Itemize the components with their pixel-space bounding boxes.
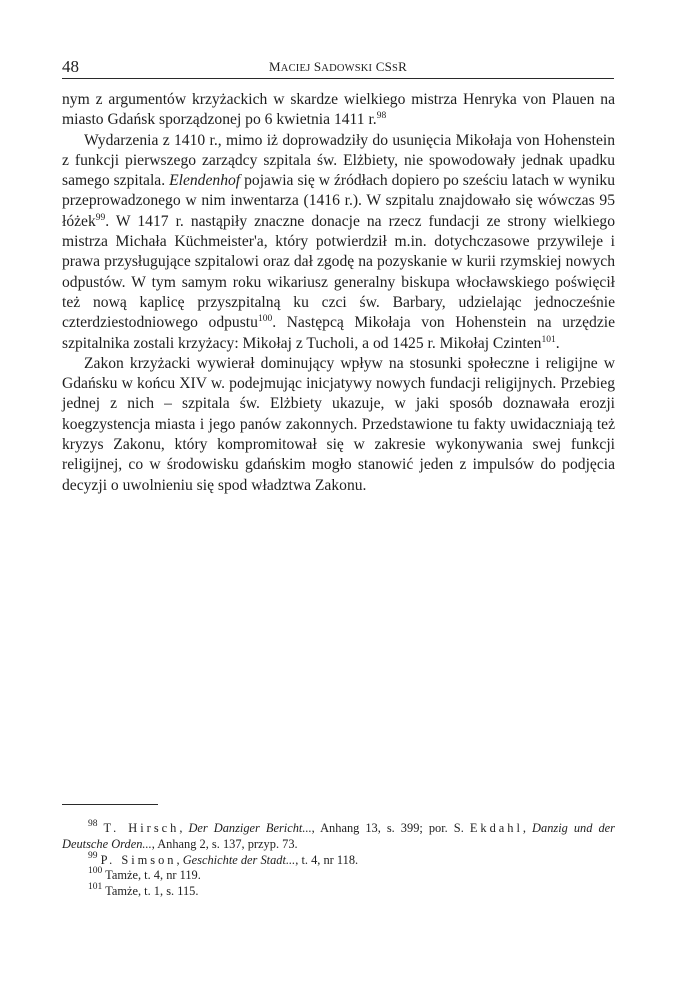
page-number: 48 — [62, 57, 79, 76]
footnote-98: $^{98}$ T. Hirsch, Der Danziger Bericht..., Anhang 13, s. 399; por. S. Ekdahl, Danzig und der Deutsche Orden..., Anhang 2, s. 137, przyp. 73. — [62, 819, 615, 851]
footnote-100: $^{100}$ Tamże, t. 4, nr 119. — [88, 866, 201, 883]
paragraph-3: Zakon krzyżacki wywierał dominujący wpływ na stosunki społeczne i religijne w Gdańsku w końcu XIV w. podejmując inicjatywy nowych fundacji religijnych. Przebieg jednej z nich – szpitala św. Elżbiety ukazuje, w jaki sposób doznawała erozji koegzystencja miasta i jego panów zakonnych. Przedstawione tu fakty uwidaczniają też kryzys Zakonu, który kompromitował się w zakresie wykonywania swej funkcji religijnej, co w środowisku gdańskim mogło stanowić jeden z impulsów do podjęcia decyzji o uwolnieniu się spod władztwa Zakonu. — [62, 354, 615, 494]
footnote-ref-101[interactable]: 101 — [541, 334, 556, 345]
page-header — [62, 58, 614, 79]
footnote-101: $^{101}$ Tamże, t. 1, s. 115. — [88, 882, 199, 899]
paragraph-2: Wydarzenia z 1410 r., mimo iż doprowadziły do usunięcia Mikołaja von Hohenstein z funkcji pierwszego zarządcy szpitala św. Elżbiety, nie spowodowały jednak upadku samego szpitala. Elendenhof pojawia się w źródłach dopiero po sześciu latach w wyniku przeprowadzonego w nim inwentarza (1416 r.). W szpitalu znajdowało się wówczas 95 łóżek$^{99}$. W 1417 r. nastąpiły znaczne donacje na rzecz fundacji ze strony wielkiego mistrza Michała Küchmeister'a, który potwierdził m.in. dotychczasowe przywileje i prawa przysługujące szpitalowi oraz dał zgodę na pozyskanie w kurii rzymskiej nowych odpustów. W tym samym roku wikariusz generalny biskupa włocławskiego poświęcił też nową kaplicę przyszpitalną ku czci św. Barbary, udzielając jednocześnie czterdziestodniowego odpustu$^{100}$. Następcą Mikołaja von Hohenstein na urzędzie szpitalnika zostali krzyżacy: Mikołaj z Tucholi, a od 1425 r. Mikołaj Czinten$^{101}$. — [62, 131, 615, 352]
footnote-ref-100[interactable]: 100 — [257, 314, 273, 325]
main-text — [62, 90, 615, 496]
footnote-99: $^{99}$ P. Simson, Geschichte der Stadt..., t. 4, nr 118. — [88, 850, 359, 867]
footnote-ref-99[interactable]: 99 — [95, 212, 106, 223]
footnote-separator — [62, 804, 158, 805]
footnotes — [62, 821, 615, 900]
running-title: MACIEJ SADOWSKI CSSR — [269, 59, 407, 74]
emphasized-term: Elendenhof — [169, 172, 241, 190]
footnote-ref-98[interactable]: 98 — [376, 111, 387, 122]
paragraph-1: nym z argumentów krzyżackich w skardze wielkiego mistrza Henryka von Plauen na miasto Gdańsk sporządzonej po 6 kwietnia 1411 r.$^{98}$ — [62, 91, 615, 129]
